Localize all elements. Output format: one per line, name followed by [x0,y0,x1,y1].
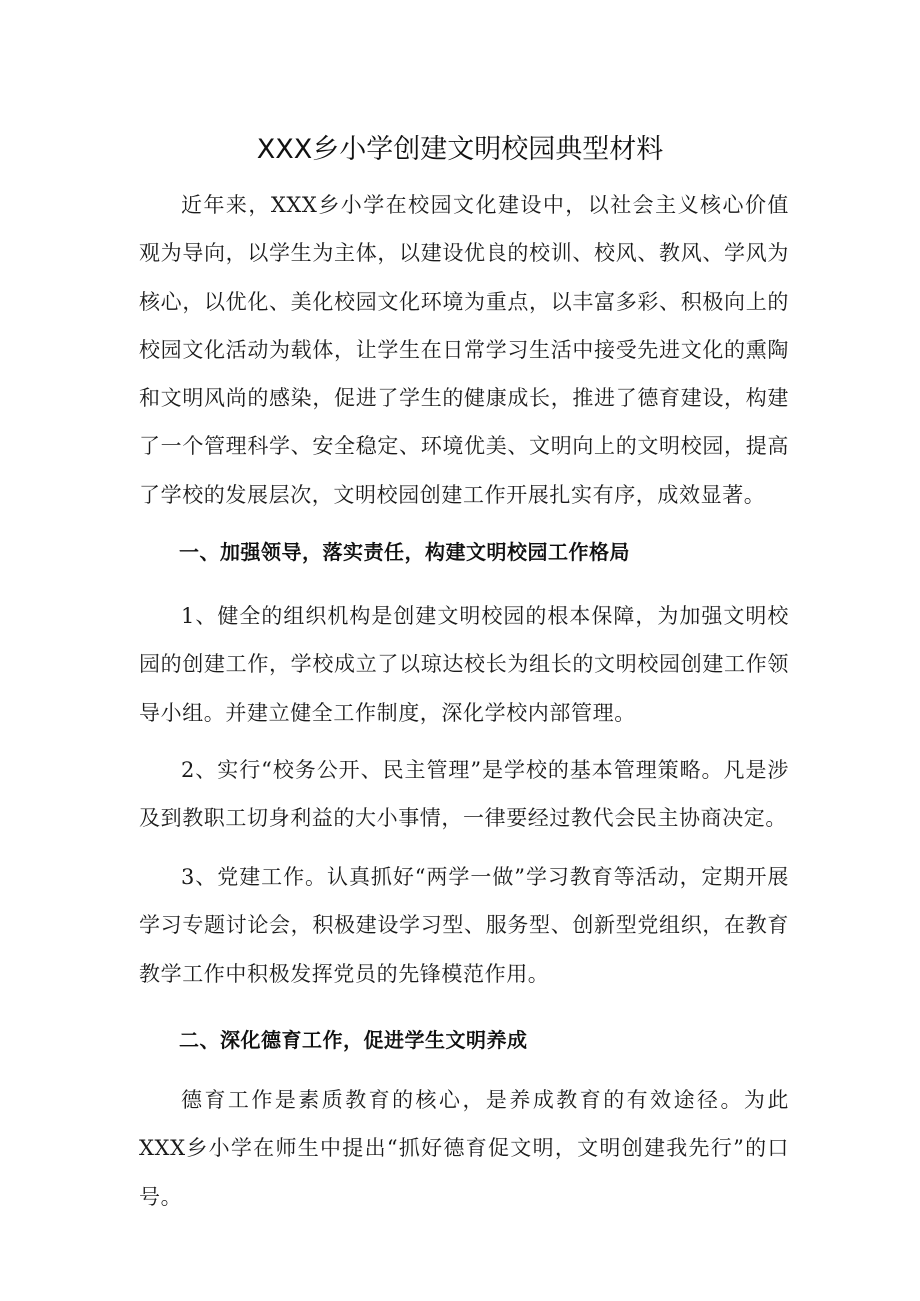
section-1-heading: 一、加强领导，落实责任，构建文明校园工作格局 [179,540,630,564]
section-2-heading: 二、深化德育工作，促进学生文明养成 [179,1028,528,1052]
section-1-paragraph-2: 2、实行“校务公开、民主管理”是学校的基本管理策略。凡是涉及到教职工切身利益的大小事情，一律要经过教代会民主协商决定。 [139,758,789,831]
section-2-paragraph-1: 德育工作是素质教育的核心，是养成教育的有效途径。为此XXX乡小学在师生中提出“抓好德育促文明，文明创建我先行”的口号。 [139,1088,789,1209]
section-1-paragraph-3: 3、党建工作。认真抓好“两学一做”学习教育等活动，定期开展学习专题讨论会，积极建设学习型、服务型、创新型党组织，在教育教学工作中积极发挥党员的先锋模范作用。 [139,865,789,986]
document-title: XXX乡小学创建文明校园典型材料 [256,134,664,165]
section-1-paragraph-1: 1、健全的组织机构是创建文明校园的根本保障，为加强文明校园的创建工作，学校成立了以琼达校长为组长的文明校园创建工作领导小组。并建立健全工作制度，深化学校内部管理。 [139,604,789,725]
intro-paragraph: 近年来，XXX乡小学在校园文化建设中，以社会主义核心价值观为导向，以学生为主体，以建设优良的校训、校风、教风、学风为核心，以优化、美化校园文化环境为重点，以丰富多彩、积极向上的校园文化活动为载体，让学生在日常学习生活中接受先进文化的熏陶和文明风尚的感染，促进了学生的健康成长，推进了德育建设，构建了一个管理科学、安全稳定、环境优美、文明向上的文明校园，提高了学校的发展层次，文明校园创建工作开展扎实有序，成效显著。 [139,193,789,507]
